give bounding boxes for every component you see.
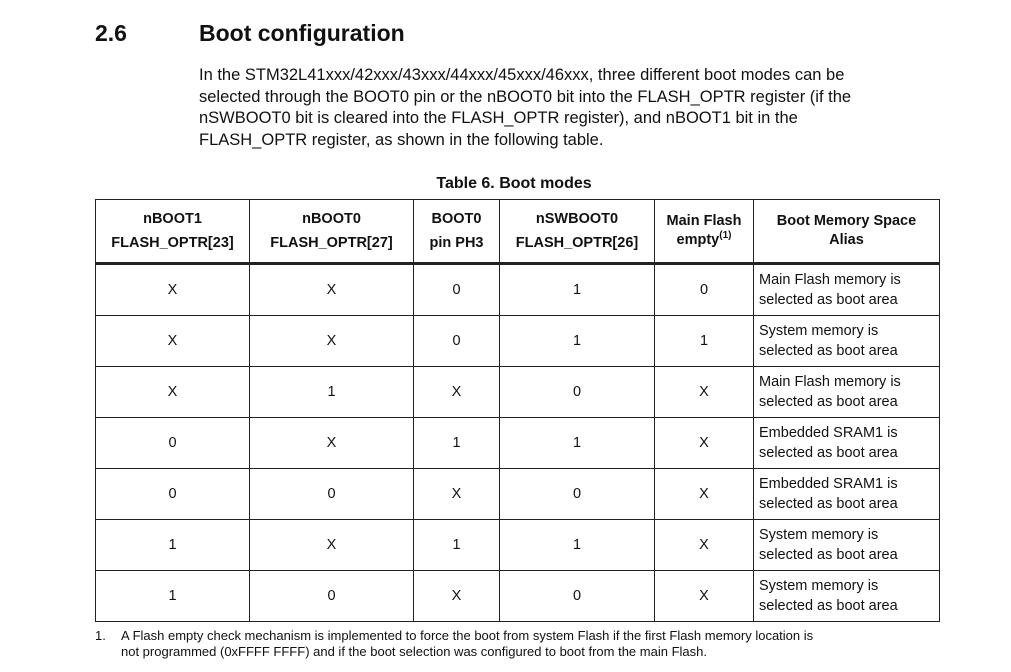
- table-caption: Table 6. Boot modes: [436, 175, 592, 192]
- intro-paragraph: [199, 65, 959, 151]
- footnote-line: not programmed (0xFFFF FFFF) and if the boot selection was configured to boot from the main Flash.: [121, 643, 707, 659]
- header-line: nBOOT0: [302, 211, 361, 227]
- cell-nswboot0: 0: [500, 469, 655, 520]
- cell-boot-alias: [754, 469, 940, 520]
- header-line: Main Flash: [666, 213, 742, 229]
- table-header-row: [96, 200, 940, 264]
- alias-line: System memory is: [759, 527, 879, 543]
- cell-flash-empty: X: [655, 571, 754, 622]
- header-line: nSWBOOT0: [535, 211, 619, 227]
- cell-nswboot0: 1: [500, 316, 655, 367]
- header-line: FLASH_OPTR[27]: [270, 235, 393, 251]
- cell-boot-alias: [754, 264, 940, 316]
- cell-nboot1: X: [96, 316, 250, 367]
- footnote-ref: (1): [719, 230, 732, 242]
- cell-nboot1: X: [96, 264, 250, 316]
- table-row: [96, 571, 940, 622]
- section-title: Boot configuration: [199, 20, 405, 46]
- header-nboot0: [250, 200, 414, 264]
- cell-boot0: 1: [414, 418, 500, 469]
- cell-nboot1: 0: [96, 418, 250, 469]
- alias-line: Embedded SRAM1 is: [759, 476, 898, 492]
- header-line: Boot Memory Space: [776, 213, 917, 229]
- header-line: FLASH_OPTR[26]: [515, 235, 639, 251]
- cell-boot-alias: [754, 367, 940, 418]
- cell-nswboot0: 0: [500, 571, 655, 622]
- header-line: Alias: [829, 232, 864, 248]
- footnote-text: [121, 628, 975, 659]
- header-boot-memory-alias: [754, 200, 940, 264]
- header-line: pin PH3: [429, 235, 484, 251]
- cell-boot-alias: [754, 316, 940, 367]
- header-line: empty: [676, 232, 720, 248]
- cell-nboot0: X: [250, 520, 414, 571]
- table-row: [96, 520, 940, 571]
- cell-flash-empty: X: [655, 418, 754, 469]
- cell-nboot0: 1: [250, 367, 414, 418]
- cell-boot0: X: [414, 367, 500, 418]
- cell-nswboot0: 0: [500, 367, 655, 418]
- cell-boot-alias: [754, 418, 940, 469]
- boot-modes-table: [95, 199, 940, 622]
- table-row: [96, 418, 940, 469]
- cell-nboot1: 1: [96, 571, 250, 622]
- cell-boot0: 0: [414, 264, 500, 316]
- intro-line: nSWBOOT0 bit is cleared into the FLASH_OPTR register), and nBOOT1 bit in the: [199, 109, 798, 127]
- cell-nboot1: 1: [96, 520, 250, 571]
- footnote: [95, 628, 975, 659]
- cell-boot0: 1: [414, 520, 500, 571]
- header-nboot1: [96, 200, 250, 264]
- alias-line: Main Flash memory is: [759, 374, 901, 390]
- cell-flash-empty: X: [655, 367, 754, 418]
- alias-line: selected as boot area: [759, 547, 898, 563]
- cell-nboot1: 0: [96, 469, 250, 520]
- cell-nboot1: X: [96, 367, 250, 418]
- cell-nboot0: X: [250, 316, 414, 367]
- alias-line: System memory is: [759, 578, 879, 594]
- cell-flash-empty: 0: [655, 264, 754, 316]
- intro-line: selected through the BOOT0 pin or the nBOOT0 bit into the FLASH_OPTR register (if the: [199, 87, 852, 106]
- cell-flash-empty: X: [655, 520, 754, 571]
- cell-boot-alias: [754, 571, 940, 622]
- cell-nboot0: 0: [250, 469, 414, 520]
- intro-line: FLASH_OPTR register, as shown in the following table.: [199, 130, 604, 149]
- alias-line: selected as boot area: [759, 343, 898, 359]
- cell-flash-empty: X: [655, 469, 754, 520]
- table-row: [96, 264, 940, 316]
- intro-line: In the STM32L41xxx/42xxx/43xxx/44xxx/45xxx/46xxx, three different boot modes can be: [199, 66, 845, 84]
- header-nswboot0: [500, 200, 655, 264]
- cell-boot0: X: [414, 571, 500, 622]
- cell-boot0: 0: [414, 316, 500, 367]
- header-main-flash-empty: [655, 200, 754, 264]
- cell-nboot0: X: [250, 264, 414, 316]
- alias-line: selected as boot area: [759, 445, 898, 461]
- header-line: FLASH_OPTR[23]: [111, 235, 234, 251]
- header-boot0: [414, 200, 500, 264]
- table-row: [96, 367, 940, 418]
- cell-boot-alias: [754, 520, 940, 571]
- cell-nboot0: 0: [250, 571, 414, 622]
- table-row: [96, 316, 940, 367]
- cell-nswboot0: 1: [500, 520, 655, 571]
- footnote-number: 1.: [95, 628, 106, 643]
- alias-line: selected as boot area: [759, 292, 898, 308]
- alias-line: selected as boot area: [759, 394, 898, 410]
- header-line: BOOT0: [431, 211, 482, 227]
- alias-line: System memory is: [759, 323, 879, 339]
- table-row: [96, 469, 940, 520]
- alias-line: Main Flash memory is: [759, 272, 901, 288]
- header-line: nBOOT1: [143, 211, 202, 227]
- alias-line: Embedded SRAM1 is: [759, 425, 898, 441]
- alias-line: selected as boot area: [759, 496, 898, 512]
- cell-nswboot0: 1: [500, 264, 655, 316]
- section-number: 2.6: [95, 20, 127, 46]
- cell-nboot0: X: [250, 418, 414, 469]
- cell-boot0: X: [414, 469, 500, 520]
- cell-nswboot0: 1: [500, 418, 655, 469]
- cell-flash-empty: 1: [655, 316, 754, 367]
- footnote-line: A Flash empty check mechanism is implemented to force the boot from system Flash if the first Flash memory location is: [121, 628, 814, 643]
- alias-line: selected as boot area: [759, 598, 898, 614]
